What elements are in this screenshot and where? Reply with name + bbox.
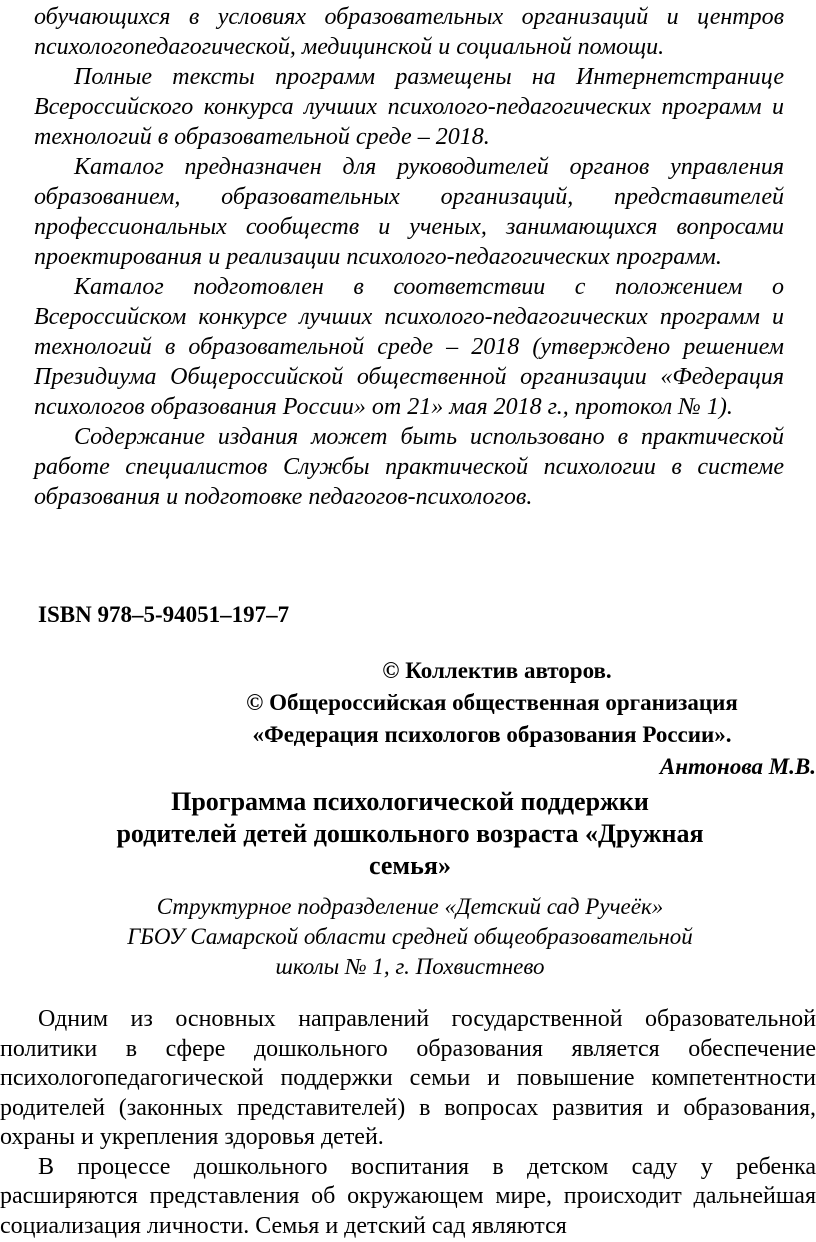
annotation-paragraph-3: Каталог предназначен для руководителей органов управления образованием, образовательных организаций, представителей профессиональных сообществ и ученых, занимающихся вопросами проектирования и реализации психолого-педагогических программ.	[34, 154, 784, 270]
copyright-line-3: «Федерация психологов образования России».	[252, 722, 732, 747]
annotation-paragraph-2: Полные тексты программ размещены на Интернетстранице Всероссийского конкурса лучших психолого-педагогических программ и технологий в образовательной среде – 2018.	[34, 64, 784, 150]
body-text	[0, 1005, 816, 1241]
affiliation	[40, 892, 780, 982]
catalog-annotation	[34, 2, 784, 512]
body-paragraph-2: В процессе дошкольного воспитания в детском саду у ребенка расширяются представления об окружающем мире, происходит дальнейшая социализация личности. Семья и детский сад являются	[0, 1153, 816, 1239]
annotation-paragraph-5: Содержание издания может быть использовано в практической работе специалистов Службы практической психологии в системе образования и подготовке педагогов-психологов.	[34, 424, 784, 510]
program-title-line-1: Программа психологической поддержки	[171, 787, 649, 816]
program-title	[40, 786, 780, 882]
program-title-line-3: семья»	[369, 851, 451, 880]
copyright-line-1: © Коллектив авторов.	[382, 658, 612, 683]
isbn-line: ISBN 978–5-94051–197–7	[38, 602, 290, 627]
affiliation-line-2: ГБОУ Самарской области средней общеобразовательной	[127, 924, 693, 949]
program-title-line-2: родителей детей дошкольного возраста «Дружная	[116, 819, 704, 848]
annotation-paragraph-1: обучающихся в условиях образовательных организаций и центров психологопедагогической, медицинской и социальной помощи.	[34, 4, 784, 60]
annotation-paragraph-4: Каталог подготовлен в соответствии с положением о Всероссийском конкурсе лучших психолого-педагогических программ и технологий в образовательной среде – 2018 (утверждено решением Президиума Общероссийской общественной организации «Федерация психологов образования России» от 21» мая 2018 г., протокол № 1).	[34, 274, 784, 420]
copyright-line-2: © Общероссийская общественная организация	[246, 690, 738, 715]
author-name: Антонова М.В.	[659, 754, 816, 779]
copyright-block	[200, 655, 784, 751]
affiliation-line-3: школы № 1, г. Похвистнево	[275, 954, 545, 979]
affiliation-line-1: Структурное подразделение «Детский сад Ручеёк»	[156, 894, 664, 919]
body-paragraph-1: Одним из основных направлений государственной образовательной политики в сфере дошкольного образования является обеспечение психологопедагогической поддержки семьи и повышение компетентности родителей (законных представителей) в вопросах развития и образования, охраны и укрепления здоровья детей.	[0, 1006, 816, 1150]
